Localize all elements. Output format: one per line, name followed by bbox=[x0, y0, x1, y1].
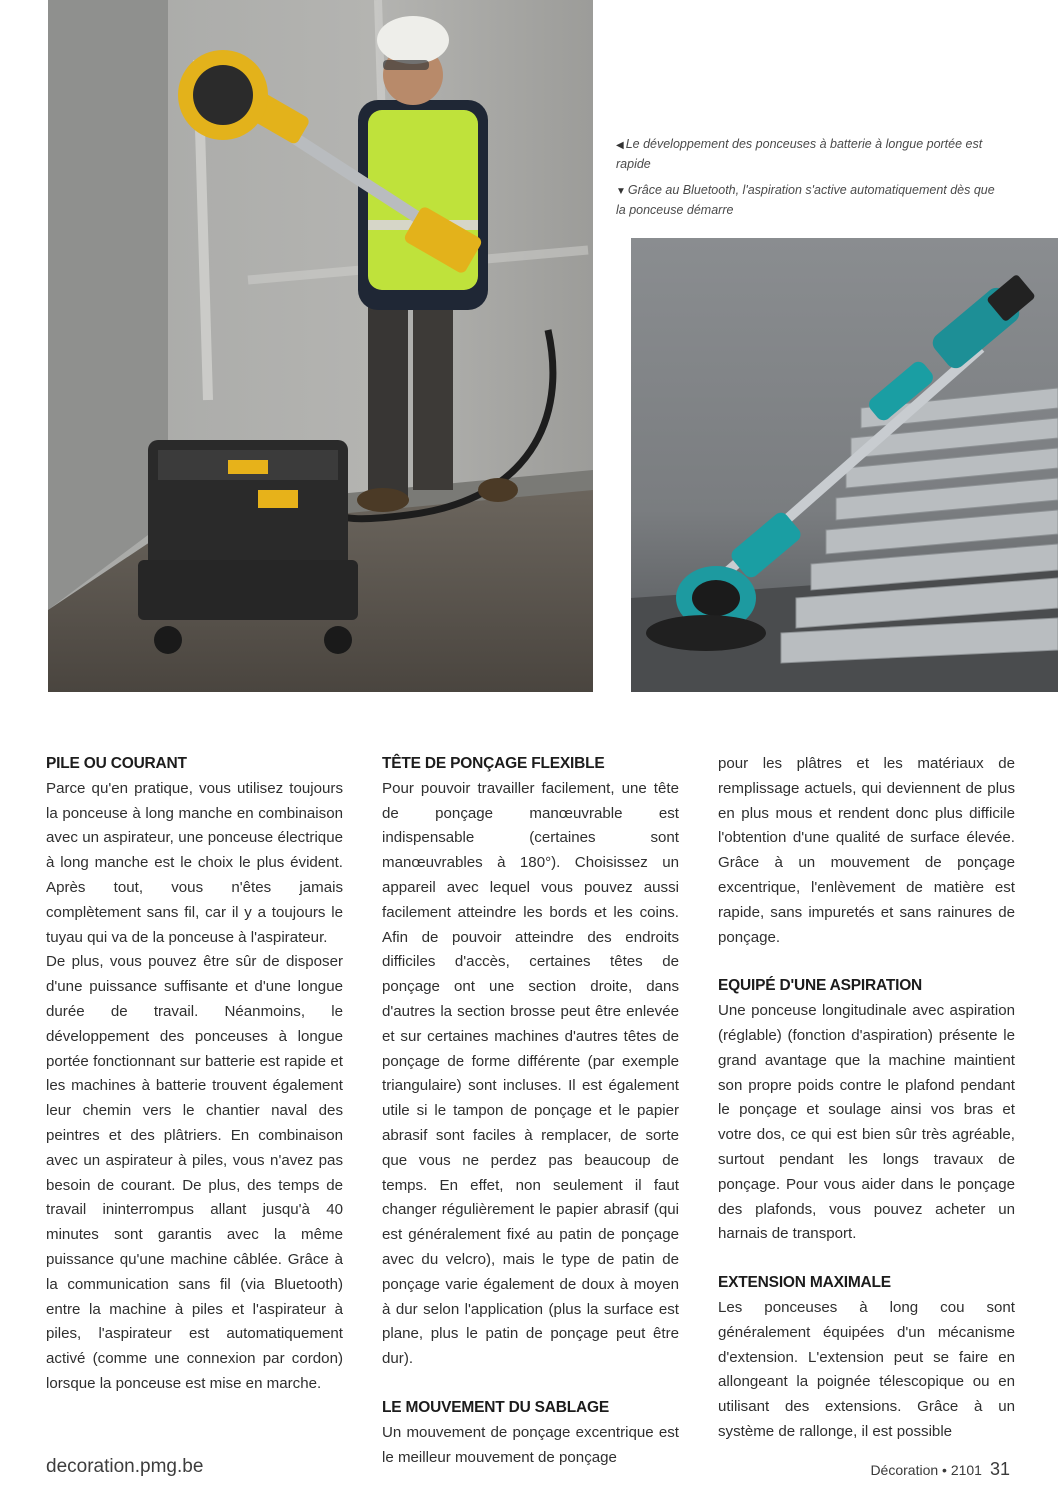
photo-worker-sanding bbox=[48, 0, 593, 692]
body-paragraph: Pour pouvoir travailler facilement, une tête de ponçage manœuvrable est indispensable (certaines sont manœuvrables à 180°). Choisissez un appareil avec lequel vous pouvez aussi facilement atteindre les bords et les coins. Afin de pouvoir atteindre des endroits difficiles d'accès, certaines têtes de ponçage ont une section droite, dans d'autres la section brosse peut être enlevée et sur certaines machines d'autres têtes de ponçage de forme différente (par exemple triangulaire) sont incluses. Il est également utile si le tampon de ponçage et le papier abrasif sont faciles à remplacer, de sorte que vous ne perdez pas beaucoup de temps. En effet, non seulement il faut changer régulièrement le papier abrasif (qui est généralement fixé au patin de ponçage avec du velcro), mais le type de patin de ponçage varie également de doux à moyen à dur selon l'application (plus la surface est plane, plus le patin de ponçage peut être dur). bbox=[382, 779, 679, 1368]
body-paragraph: Parce qu'en pratique, vous utilisez toujours la ponceuse à long manche en combinaison avec un aspirateur, une ponceuse électrique à long manche est le choix le plus évident. Après tout, vous n'êtes jamais complètement sans fil, car il y a toujours le tuyau qui va de la ponceuse à l'aspirateur. bbox=[46, 779, 343, 946]
text-column-2 bbox=[382, 752, 679, 1470]
section-heading: LE MOUVEMENT DU SABLAGE bbox=[382, 1398, 610, 1416]
section-heading: PILE OU COURANT bbox=[46, 755, 187, 772]
issue-label: Décoration • 2101 bbox=[870, 1462, 982, 1478]
body-paragraph: De plus, vous pouvez être sûr de disposer d'une puissance suffisante et d'une longue durée de travail. Néanmoins, le développement des ponceuses à longue portée fonctionnant sur batterie est rapide et les machines à batterie trouvent également leur chemin vers le chantier naval des peintres et des plâtriers. En combinaison avec un aspirateur à piles, vous n'avez pas besoin de courant. De plus, des temps de travail ininterrompus allant jusqu'à 40 minutes sont garantis avec la même puissance qu'une machine câblée. Grâce à la communication sans fil (via Bluetooth) entre la machine à piles et l'aspirateur à piles, l'aspirateur est automatiquement activé (comme une connexion par cordon) lorsque la ponceuse est mise en marche. bbox=[46, 953, 343, 1392]
footer-issue-info bbox=[870, 1459, 1010, 1480]
section-heading: EXTENSION MAXIMALE bbox=[718, 1274, 891, 1292]
caption-left-photo bbox=[616, 135, 996, 173]
section-heading: EQUIPÉ D'UNE ASPIRATION bbox=[718, 977, 923, 995]
caption-text: Grâce au Bluetooth, l'aspiration s'active automatiquement dès que la ponceuse démarre bbox=[616, 183, 995, 217]
footer-website-link[interactable]: decoration.pmg.be bbox=[46, 1456, 204, 1477]
caption-right-photo bbox=[616, 181, 996, 219]
section-heading: TÊTE DE PONÇAGE FLEXIBLE bbox=[382, 755, 605, 772]
body-paragraph: Une ponceuse longitudinale avec aspiration (réglable) (fonction d'aspiration) présente le grand avantage que la machine maintient son propre poids contre le plafond pendant le ponçage et soulage ainsi vos bras et votre dos, ce qui est bien sûr très agréable, surtout pendant les longs travaux de ponçage. Pour vous aider dans le ponçage des plafonds, vous pouvez acheter un harnais de transport. bbox=[718, 1002, 1015, 1243]
body-paragraph: Les ponceuses à long cou sont généralement équipées d'un mécanisme d'extension. L'extension peut se faire en allongeant la poignée télescopique ou en utilisant des extensions. Grâce à un système de rallonge, il est possible bbox=[718, 1298, 1015, 1440]
caption-arrow-left-icon: ◀ bbox=[616, 140, 624, 151]
body-paragraph: pour les plâtres et les matériaux de remplissage actuels, qui deviennent de plus en plus mous et rendent donc plus difficile l'obtention d'une qualité de surface élevée. Grâce à un mouvement de ponçage excentrique, l'enlèvement de matière est rapide, sans impuretés et sans rainures de ponçage. bbox=[718, 755, 1015, 946]
text-column-3 bbox=[718, 752, 1015, 1445]
body-paragraph: Un mouvement de ponçage excentrique est le meilleur mouvement de ponçage bbox=[382, 1423, 679, 1466]
text-column-1 bbox=[46, 752, 343, 1397]
caption-arrow-down-icon: ▼ bbox=[616, 186, 626, 197]
caption-text: Le développement des ponceuses à batterie à longue portée est rapide bbox=[616, 137, 983, 171]
photo-cordless-sander bbox=[631, 238, 1058, 692]
photo-captions bbox=[616, 135, 996, 227]
page-number: 31 bbox=[989, 1459, 1010, 1479]
